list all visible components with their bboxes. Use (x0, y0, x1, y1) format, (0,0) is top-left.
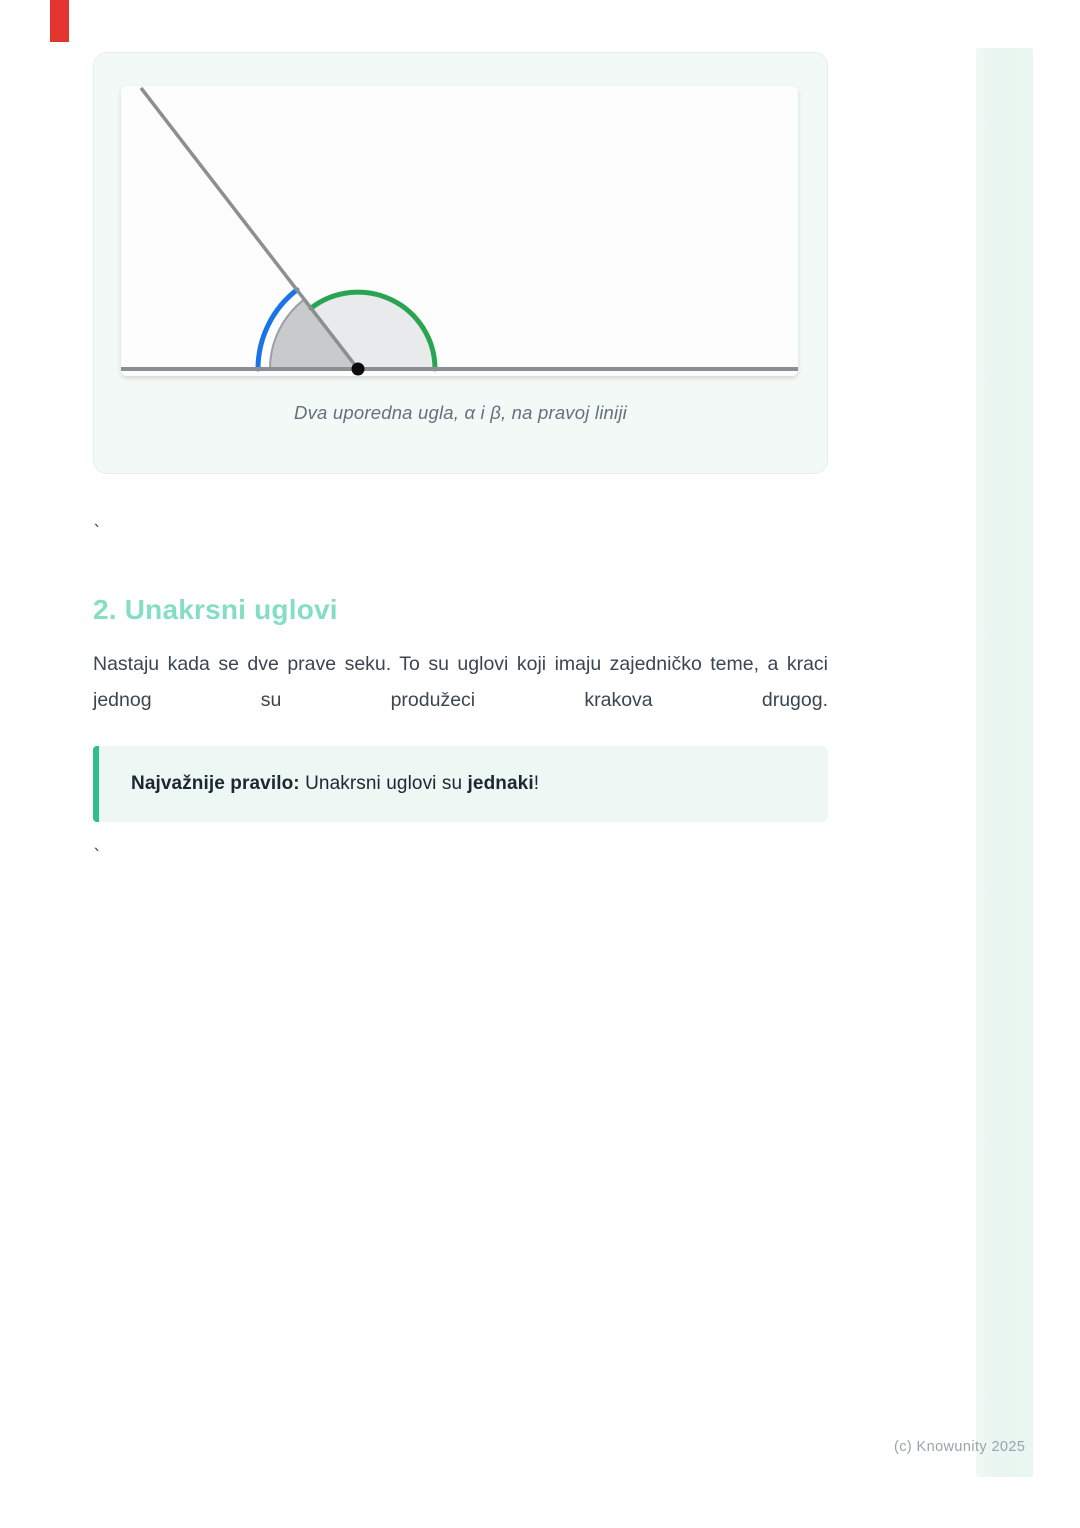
stray-backtick-top: ` (92, 522, 103, 543)
ray-line (141, 88, 358, 369)
stray-backtick-bottom: ` (92, 846, 103, 867)
section-heading: 2. Unakrsni uglovi (93, 594, 338, 625)
figure-card (93, 52, 828, 474)
red-marker (50, 0, 69, 42)
side-accent-stripe (976, 48, 1033, 1477)
angles-diagram-svg (121, 86, 798, 376)
callout-bold-lead: Najvažnije pravilo: (131, 773, 300, 794)
callout-text-mid: Unakrsni uglovi su (299, 773, 468, 794)
section-paragraph: Nastaju kada se dve prave seku. To su uglovi koji imaju zajedničko teme, a kraci jednog su produžeci krakova drugog. (93, 653, 828, 712)
rule-callout-text (99, 773, 539, 795)
angles-diagram (121, 86, 798, 376)
callout-text-end: ! (533, 773, 540, 794)
rule-callout (93, 746, 828, 822)
vertex-dot (352, 363, 365, 376)
callout-bold-word: jednaki (467, 773, 534, 794)
copyright-footer: (c) Knowunity 2025 (894, 1439, 1026, 1455)
figure-caption: Dva uporedna ugla, α i β, na pravoj liniji (294, 402, 627, 423)
